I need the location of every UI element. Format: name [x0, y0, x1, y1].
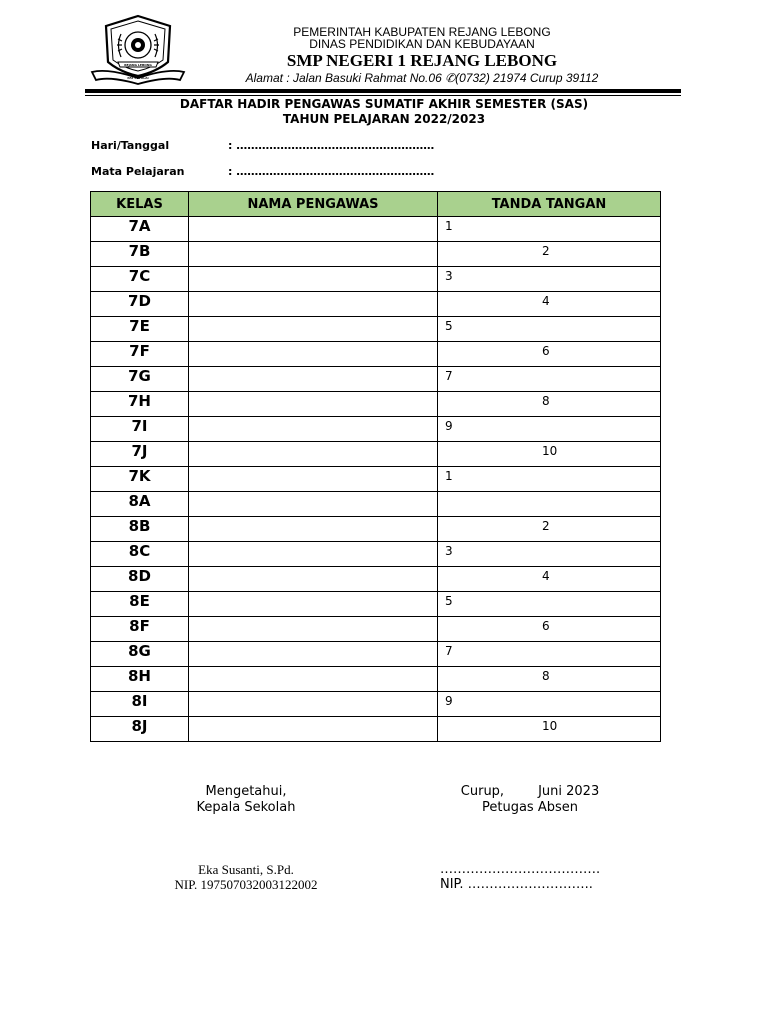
kelas-cell: 7I [91, 417, 189, 442]
school-address: Alamat : Jalan Basuki Rahmat No.06 ✆(0732) 21974 Curup 39112 [245, 71, 599, 85]
table-row [91, 417, 661, 442]
subject-label: Mata Pelajaran [91, 165, 185, 178]
place: Curup, [460, 784, 505, 799]
letterhead-rule-thick [85, 89, 681, 93]
table-row [91, 717, 661, 742]
kelas-cell: 8G [91, 642, 189, 667]
kelas-cell: 8A [91, 492, 189, 517]
signature-cell[interactable] [438, 667, 661, 692]
regency-emblem-icon [88, 12, 188, 88]
kelas-cell: 8D [91, 567, 189, 592]
signature-cell[interactable] [438, 717, 661, 742]
signature-number: 4 [542, 569, 550, 583]
government-line: PEMERINTAH KABUPATEN REJANG LEBONG [293, 25, 551, 39]
emblem-motto: PAT PETULAI [127, 76, 149, 80]
table-row [91, 317, 661, 342]
kelas-cell: 8C [91, 542, 189, 567]
table-row [91, 642, 661, 667]
kelas-cell: 7A [91, 217, 189, 242]
table-header-row [91, 192, 661, 217]
signature-cell[interactable] [438, 392, 661, 417]
supervisor-name-cell[interactable] [189, 542, 438, 567]
signature-number: 9 [445, 694, 453, 708]
header-tanda-tangan: TANDA TANGAN [438, 192, 661, 217]
signature-number: 8 [542, 669, 550, 683]
signature-number: 5 [445, 319, 453, 333]
date: Juni 2023 [538, 784, 600, 799]
supervisor-name-cell[interactable] [189, 667, 438, 692]
table-row [91, 367, 661, 392]
header-kelas: KELAS [91, 192, 189, 217]
table-row [91, 542, 661, 567]
supervisor-name-cell[interactable] [189, 692, 438, 717]
place-date [430, 784, 630, 800]
signature-cell[interactable] [438, 242, 661, 267]
table-row [91, 267, 661, 292]
supervisor-name-cell[interactable] [189, 517, 438, 542]
signature-number: 1 [445, 219, 453, 233]
day-date-field: : ……………………………………………… [228, 139, 435, 152]
kelas-cell: 7K [91, 467, 189, 492]
signature-number: 1 [445, 469, 453, 483]
signature-cell[interactable] [438, 442, 661, 467]
signature-cell[interactable] [438, 292, 661, 317]
headmaster-title: Kepala Sekolah [196, 800, 296, 815]
subject-field: : ……………………………………………… [228, 165, 435, 178]
signature-number: 10 [542, 444, 558, 458]
table-row [91, 342, 661, 367]
supervisor-name-cell[interactable] [189, 367, 438, 392]
kelas-cell: 7E [91, 317, 189, 342]
signature-number: 7 [445, 644, 453, 658]
signature-cell[interactable] [438, 317, 661, 342]
signature-cell[interactable] [438, 692, 661, 717]
signature-cell[interactable] [438, 367, 661, 392]
department-line: DINAS PENDIDIKAN DAN KEBUDAYAAN [309, 37, 535, 51]
supervisor-name-cell[interactable] [189, 242, 438, 267]
table-row [91, 592, 661, 617]
officer-title: Petugas Absen [482, 800, 578, 815]
signature-number: 3 [445, 544, 453, 558]
signature-number: 2 [542, 519, 550, 533]
signature-number: 9 [445, 419, 453, 433]
kelas-cell: 7J [91, 442, 189, 467]
signature-number: 5 [445, 594, 453, 608]
kelas-cell: 7B [91, 242, 189, 267]
signature-number: 3 [445, 269, 453, 283]
signature-cell[interactable] [438, 217, 661, 242]
table-row [91, 467, 661, 492]
kelas-cell: 7D [91, 292, 189, 317]
table-row [91, 617, 661, 642]
signature-cell[interactable] [438, 567, 661, 592]
signature-cell[interactable] [438, 417, 661, 442]
supervisor-name-cell[interactable] [189, 442, 438, 467]
signature-number: 6 [542, 619, 550, 633]
kelas-cell: 8I [91, 692, 189, 717]
supervisor-name-cell[interactable] [189, 392, 438, 417]
header-nama-pengawas: NAMA PENGAWAS [189, 192, 438, 217]
table-row [91, 242, 661, 267]
signature-number: 7 [445, 369, 453, 383]
officer-name-blank: ………………………………. [440, 862, 601, 877]
table-row [91, 567, 661, 592]
signature-cell[interactable] [438, 467, 661, 492]
letterhead-rule-thin [85, 95, 681, 96]
supervisor-name-cell[interactable] [189, 592, 438, 617]
kelas-cell: 7F [91, 342, 189, 367]
signature-number: 2 [542, 244, 550, 258]
signature-cell[interactable] [438, 542, 661, 567]
table-row [91, 517, 661, 542]
kelas-cell: 7C [91, 267, 189, 292]
signature-number: 8 [542, 394, 550, 408]
academic-year: TAHUN PELAJARAN 2022/2023 [282, 112, 486, 126]
signature-cell[interactable] [438, 642, 661, 667]
table-row [91, 667, 661, 692]
kelas-cell: 8B [91, 517, 189, 542]
signature-number: 6 [542, 344, 550, 358]
kelas-cell: 8E [91, 592, 189, 617]
table-row [91, 292, 661, 317]
supervisor-name-cell[interactable] [189, 292, 438, 317]
supervisor-name-cell[interactable] [189, 492, 438, 517]
table-row [91, 392, 661, 417]
kelas-cell: 7G [91, 367, 189, 392]
supervisor-name-cell[interactable] [189, 567, 438, 592]
signature-cell[interactable] [438, 592, 661, 617]
table-row [91, 692, 661, 717]
signature-cell[interactable] [438, 617, 661, 642]
signature-cell[interactable] [438, 492, 661, 517]
table-row [91, 442, 661, 467]
signature-cell[interactable] [438, 342, 661, 367]
headmaster-name: Eka Susanti, S.Pd. [198, 862, 294, 877]
table-row [91, 492, 661, 517]
supervisor-name-cell[interactable] [189, 642, 438, 667]
supervisor-name-cell[interactable] [189, 467, 438, 492]
supervisor-name-cell[interactable] [189, 417, 438, 442]
table-row [91, 217, 661, 242]
school-name: SMP NEGERI 1 REJANG LEBONG [286, 51, 558, 70]
supervisor-name-cell[interactable] [189, 217, 438, 242]
signature-cell[interactable] [438, 517, 661, 542]
kelas-cell: 8J [91, 717, 189, 742]
kelas-cell: 8F [91, 617, 189, 642]
supervisor-name-cell[interactable] [189, 717, 438, 742]
signature-number: 4 [542, 294, 550, 308]
emblem-label: REJANG LEBONG [124, 63, 152, 67]
acknowledged-label: Mengetahui, [205, 784, 287, 799]
attendance-table [90, 191, 661, 742]
day-date-label: Hari/Tanggal [91, 139, 170, 152]
signature-number: 10 [542, 719, 558, 733]
supervisor-name-cell[interactable] [189, 267, 438, 292]
signature-cell[interactable] [438, 267, 661, 292]
document-title: DAFTAR HADIR PENGAWAS SUMATIF AKHIR SEMESTER (SAS) [179, 97, 589, 111]
supervisor-name-cell[interactable] [189, 317, 438, 342]
headmaster-nip: NIP. 197507032003122002 [174, 877, 318, 892]
officer-nip-blank: NIP. ……………………….. [440, 877, 593, 892]
kelas-cell: 7H [91, 392, 189, 417]
kelas-cell: 8H [91, 667, 189, 692]
supervisor-name-cell[interactable] [189, 617, 438, 642]
supervisor-name-cell[interactable] [189, 342, 438, 367]
